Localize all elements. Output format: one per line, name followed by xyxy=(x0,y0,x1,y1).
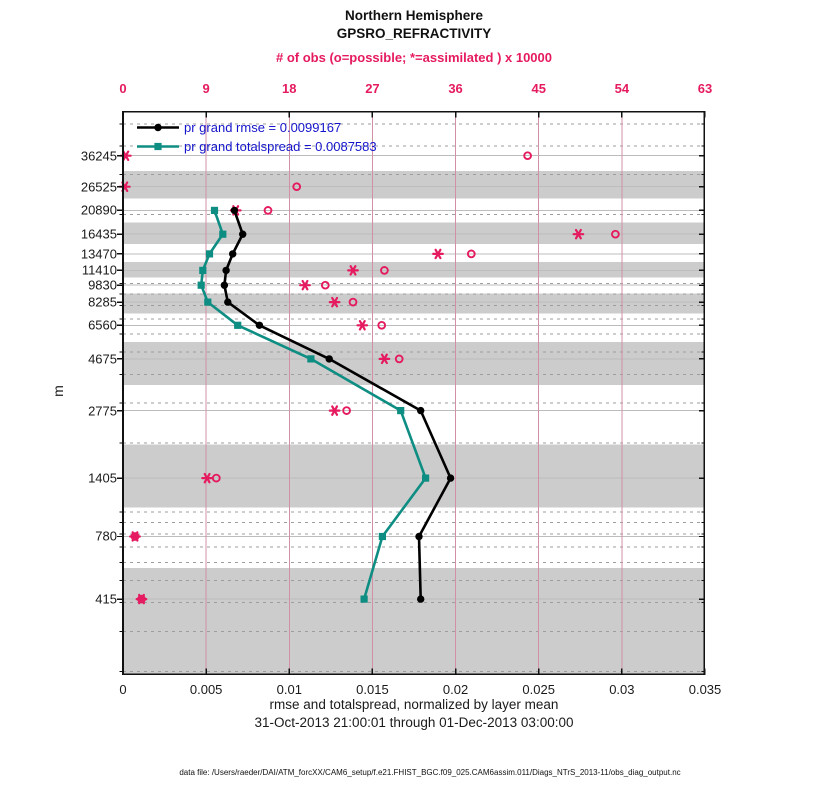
x-axis-tick-label: 0 xyxy=(119,682,127,697)
y-axis-tick-label: 4675 xyxy=(88,351,117,367)
y-axis-tick-label: 6560 xyxy=(88,317,117,333)
figure-title-region: Northern Hemisphere xyxy=(344,8,484,23)
figure-title-obs-type: GPSRO_REFRACTIVITY xyxy=(336,26,492,41)
x-axis-tick-label: 0.01 xyxy=(276,682,302,697)
top-axis-tick-label: 36 xyxy=(448,81,463,96)
y-axis-tick-label: 36245 xyxy=(80,148,117,164)
y-axis-title: m xyxy=(49,385,66,397)
y-axis-tick-label: 13470 xyxy=(80,246,117,262)
top-axis-tick-label: 27 xyxy=(365,81,380,96)
x-axis-tick-label: 0.02 xyxy=(442,682,469,697)
top-axis-tick-label: 0 xyxy=(119,81,127,96)
legend-label-totalspread: pr grand totalspread = 0.0087583 xyxy=(184,138,377,154)
y-axis-tick-label: 20890 xyxy=(80,202,117,218)
y-axis-tick-label: 2775 xyxy=(88,403,117,419)
y-axis-tick-label: 415 xyxy=(95,591,117,607)
y-axis-tick-label: 8285 xyxy=(88,294,117,310)
x-axis-tick-label: 0.015 xyxy=(356,682,389,697)
legend-label-rmse: pr grand rmse = 0.0099167 xyxy=(184,119,342,135)
x-axis-tick-label: 0.005 xyxy=(189,682,223,697)
x-axis-date-range: 31-Oct-2013 21:00:01 through 01-Dec-2013 03:00:00 xyxy=(254,715,574,730)
legend-item-rmse xyxy=(136,120,341,134)
y-axis-tick-label: 16435 xyxy=(80,226,117,242)
y-axis-tick-label: 11410 xyxy=(81,262,117,278)
plot-area xyxy=(113,111,707,677)
y-axis-tick-label: 1405 xyxy=(88,470,117,486)
y-axis-tick-label: 26525 xyxy=(80,179,117,195)
y-axis-tick-label: 780 xyxy=(95,528,117,544)
top-axis-tick-label: 45 xyxy=(531,81,546,96)
y-axis-tick-label: 9830 xyxy=(88,277,117,293)
top-axis-tick-label: 9 xyxy=(202,81,210,96)
data-file-path: data file: /Users/raeder/DAI/ATM_forcXX/CAM6_setup/f.e21.FHIST_BGC.f09_025.CAM6assim.011/Diags_NTrS_2013-11/obs_diag_output.nc xyxy=(179,768,681,777)
top-axis-tick-label: 63 xyxy=(697,81,713,96)
top-axis-tick-label: 54 xyxy=(614,81,630,96)
x-axis-tick-label: 0.025 xyxy=(522,682,555,697)
top-axis-tick-label: 18 xyxy=(282,81,297,96)
x-axis-tick-label: 0.03 xyxy=(609,682,635,697)
x-axis-title: rmse and totalspread, normalized by layer mean xyxy=(269,697,559,712)
legend-line-totalspread-swatch xyxy=(136,140,180,153)
top-axis-title: # of obs (o=possible; *=assimilated ) x 10000 xyxy=(276,50,552,65)
legend-line-rmse-swatch xyxy=(136,121,180,134)
x-axis-tick-label: 0.035 xyxy=(688,682,722,697)
legend-item-totalspread xyxy=(136,139,377,153)
